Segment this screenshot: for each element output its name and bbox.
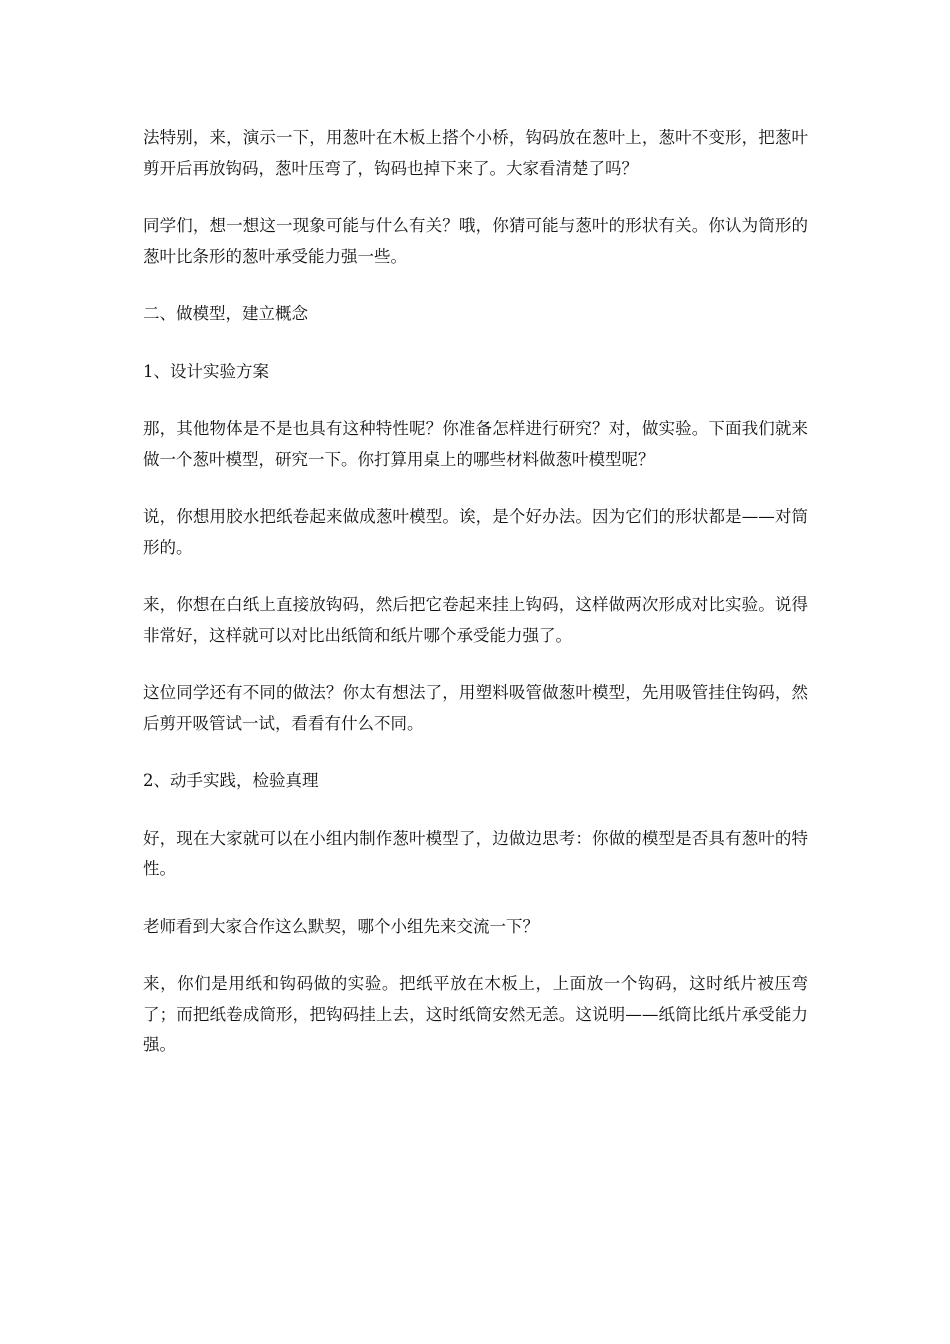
paragraph-straw-model: 这位同学还有不同的做法？你太有想法了，用塑料吸管做葱叶模型，先用吸管挂住钩码，然后剪开吸管试一试，看看有什么不同。 (143, 683, 808, 733)
paragraph-research-question: 那，其他物体是不是也具有这种特性呢？你准备怎样进行研究？对，做实验。下面我们就来做一个葱叶模型，研究一下。你打算用桌上的哪些材料做葱叶模型呢？ (143, 419, 808, 469)
paragraph-glue-paper: 说，你想用胶水把纸卷起来做成葱叶模型。诶，是个好办法。因为它们的形状都是——对筒形的。 (143, 507, 808, 557)
paragraph-shape-hypothesis: 同学们，想一想这一现象可能与什么有关？哦，你猜可能与葱叶的形状有关。你认为筒形的葱叶比条形的葱叶承受能力强一些。 (143, 216, 808, 266)
paragraph-group-work: 好，现在大家就可以在小组内制作葱叶模型了，边做边思考：你做的模型是否具有葱叶的特性。 (143, 828, 808, 878)
paragraph-contrast-experiment: 来，你想在白纸上直接放钩码，然后把它卷起来挂上钩码，这样做两次形成对比实验。说得非常好，这样就可以对比出纸筒和纸片哪个承受能力强了。 (143, 595, 808, 645)
paragraph-share-prompt: 老师看到大家合作这么默契，哪个小组先来交流一下？ (143, 916, 539, 936)
paragraph-demonstration: 法特别，来，演示一下，用葱叶在木板上搭个小桥，钩码放在葱叶上，葱叶不变形，把葱叶剪开后再放钩码，葱叶压弯了，钩码也掉下来了。大家看清楚了吗？ (143, 128, 808, 178)
section-heading-model: 二、做模型，建立概念 (143, 304, 308, 323)
subheading-hands-on-practice: 2、动手实践，检验真理 (143, 771, 319, 790)
subheading-design-plan: 1、设计实验方案 (143, 361, 269, 381)
document-body (143, 123, 808, 1088)
paragraph-conclusion: 来，你们是用纸和钩码做的实验。把纸平放在木板上，上面放一个钩码，这时纸片被压弯了；而把纸卷成筒形，把钩码挂上去，这时纸筒安然无恙。这说明——纸筒比纸片承受能力强。 (143, 974, 808, 1054)
